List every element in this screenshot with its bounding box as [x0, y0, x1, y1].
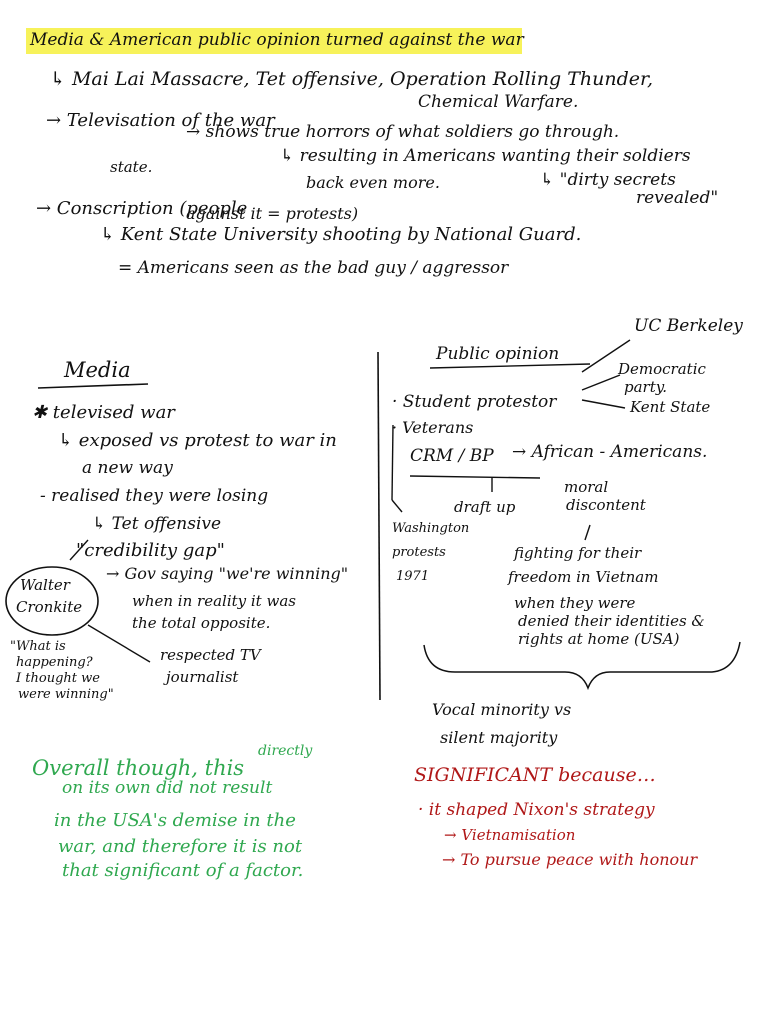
- significant-heading: SIGNIFICANT because…: [414, 764, 656, 786]
- kent-state-label: Kent State: [630, 398, 711, 416]
- kent-state-line: ↳ Kent State University shooting by National Guard.: [100, 224, 582, 245]
- uc-berkeley: UC Berkeley: [634, 316, 743, 336]
- fighting-line-1: fighting for their: [514, 544, 642, 562]
- new-way-line: a new way: [82, 458, 173, 478]
- fighting-line-5: rights at home (USA): [518, 630, 680, 648]
- peace-with-honour: → To pursue peace with honour: [442, 850, 698, 869]
- reality-line: when in reality it was: [132, 592, 296, 610]
- party-line: party.: [624, 378, 667, 396]
- year-1971: 1971: [396, 569, 430, 584]
- vietnamisation: → Vietnamisation: [444, 826, 576, 844]
- dirty-secrets: ↳ "dirty secrets: [540, 170, 676, 190]
- green-above-directly: directly: [258, 743, 313, 759]
- crm-bp: CRM / BP: [410, 446, 494, 466]
- events-line: ↳ Mai Lai Massacre, Tet offensive, Operation Rolling Thunder,: [50, 68, 654, 90]
- democratic-line: Democratic: [618, 360, 706, 378]
- washington-line: Washington: [392, 521, 470, 536]
- exposed-line: ↳ exposed vs protest to war in: [58, 430, 337, 451]
- credibility-line: "credibility gap": [76, 540, 225, 561]
- cronkite-label: Cronkite: [16, 598, 83, 616]
- green-line-1: Overall though, this: [32, 756, 245, 780]
- protests-line: protests: [392, 545, 446, 560]
- quote-line-3: I thought we: [16, 671, 100, 686]
- page-title: Media & American public opinion turned against the war: [30, 30, 524, 50]
- walter-label: Walter: [20, 576, 70, 594]
- public-opinion-heading: Public opinion: [436, 344, 560, 364]
- moral-line: moral: [564, 478, 609, 496]
- silent-majority: silent majority: [440, 728, 558, 747]
- green-line-2: on its own did not result: [62, 778, 273, 798]
- green-line-5: that significant of a factor.: [62, 860, 304, 881]
- quote-line-4: were winning": [18, 687, 114, 702]
- state-word: state.: [110, 158, 153, 176]
- televised-war: ✱ televised war: [32, 402, 175, 423]
- quote-line-1: "What is: [10, 639, 66, 654]
- events-cont: Chemical Warfare.: [418, 92, 579, 112]
- discontent-line: discontent: [566, 496, 646, 514]
- media-heading: Media: [64, 358, 131, 382]
- green-line-4: war, and therefore it is not: [58, 836, 303, 857]
- televisation-line: → Televisation of the war: [46, 110, 275, 131]
- revealed: revealed": [636, 188, 719, 208]
- shows-line: → shows true horrors of what soldiers go through.: [186, 122, 620, 142]
- tet-line: ↳ Tet offensive: [92, 514, 222, 534]
- journalist-line: journalist: [166, 668, 239, 686]
- quote-line-2: happening?: [16, 655, 93, 670]
- african-americans: → African - Americans.: [512, 442, 708, 462]
- nixon-strategy: · it shaped Nixon's strategy: [418, 800, 655, 820]
- back-home-line: back even more.: [306, 173, 440, 192]
- respected-line: respected TV: [160, 646, 261, 664]
- resulting-line: ↳ resulting in Americans wanting their soldiers: [280, 146, 691, 166]
- opposite-line: the total opposite.: [132, 614, 271, 632]
- draft-up: draft up: [454, 498, 516, 516]
- aggressor-line: = Americans seen as the bad guy / aggressor: [118, 258, 509, 278]
- realised-line: - realised they were losing: [40, 486, 269, 506]
- green-line-3: in the USA's demise in the: [54, 810, 296, 831]
- against-it-line: against it = protests): [186, 204, 359, 223]
- fighting-line-3: when they were: [514, 594, 636, 612]
- student-protestor: · Student protestor: [392, 392, 557, 412]
- vocal-minority: Vocal minority vs: [432, 700, 572, 719]
- veterans: · Veterans: [392, 418, 474, 437]
- fighting-line-2: freedom in Vietnam: [508, 568, 659, 586]
- gov-saying-line: → Gov saying "we're winning": [106, 564, 349, 583]
- conscription-line: → Conscription (people: [36, 198, 248, 219]
- fighting-line-4: denied their identities &: [518, 612, 705, 630]
